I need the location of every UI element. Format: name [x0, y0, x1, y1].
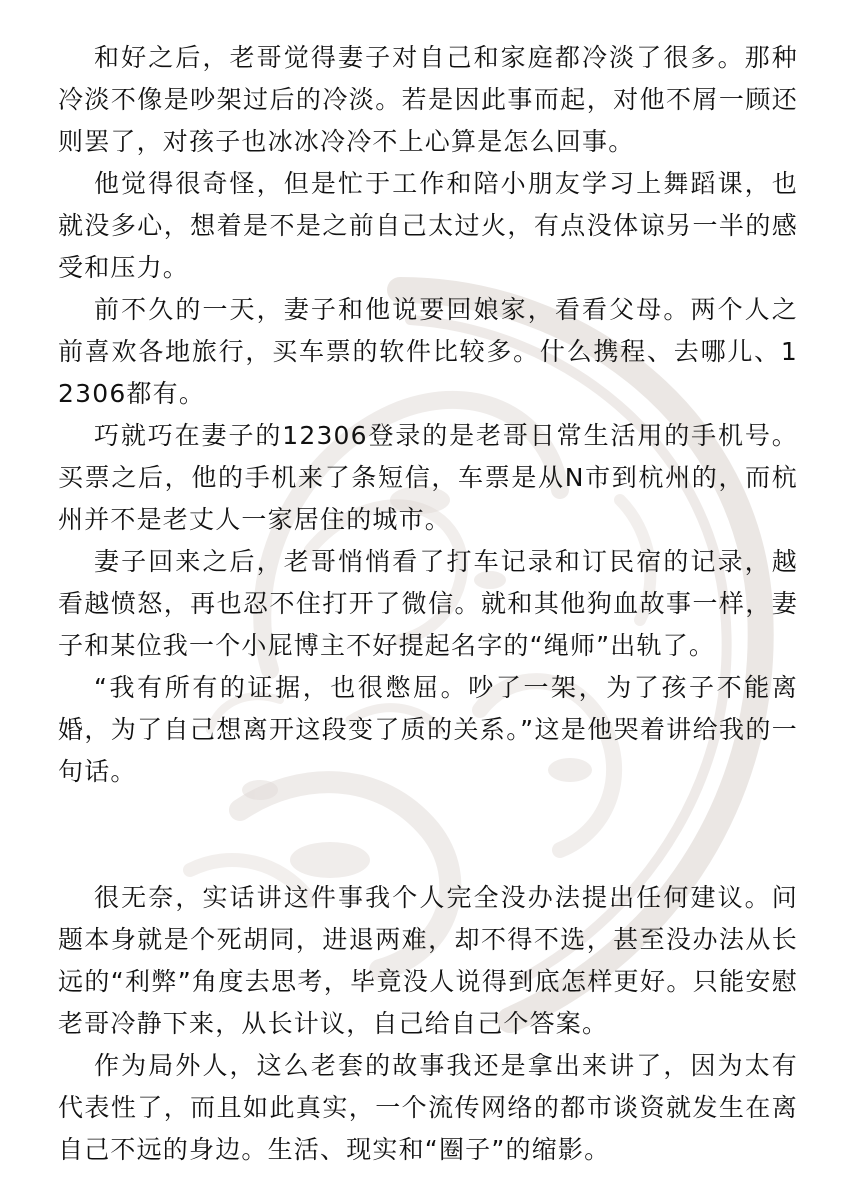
article-body [58, 37, 798, 1171]
paragraph: 作为局外人，这么老套的故事我还是拿出来讲了，因为太有代表性了，而且如此真实，一个流传网络的都市谈资就发生在离自己不远的身边。生活、现实和“圈子”的缩影。 [58, 1051, 798, 1164]
paragraph: 妻子回来之后，老哥悄悄看了打车记录和订民宿的记录，越看越愤怒，再也忍不住打开了微信。就和其他狗血故事一样，妻子和某位我一个小屁博主不好提起名字的“绳师”出轨了。 [58, 547, 798, 660]
paragraph: 很无奈，实话讲这件事我个人完全没办法提出任何建议。问题本身就是个死胡同，进退两难，却不得不选，甚至没办法从长远的“利弊”角度去思考，毕竟没人说得到底怎样更好。只能安慰老哥冷静下来，从长计议，自己给自己个答案。 [58, 883, 798, 1038]
paragraph: “我有所有的证据，也很憋屈。吵了一架，为了孩子不能离婚，为了自己想离开这段变了质的关系。”这是他哭着讲给我的一句话。 [58, 673, 798, 786]
paragraph: 他觉得很奇怪，但是忙于工作和陪小朋友学习上舞蹈课，也就没多心，想着是不是之前自己太过火，有点没体谅另一半的感受和压力。 [58, 169, 798, 282]
paragraph: 前不久的一天，妻子和他说要回娘家，看看父母。两个人之前喜欢各地旅行，买车票的软件比较多。什么携程、去哪儿、12306都有。 [58, 295, 798, 408]
paragraph: 和好之后，老哥觉得妻子对自己和家庭都冷淡了很多。那种冷淡不像是吵架过后的冷淡。若是因此事而起，对他不屑一顾还则罢了，对孩子也冰冰冷冷不上心算是怎么回事。 [58, 43, 798, 156]
paragraph: 巧就巧在妻子的12306登录的是老哥日常生活用的手机号。买票之后，他的手机来了条短信，车票是从N市到杭州的，而杭州并不是老丈人一家居住的城市。 [58, 421, 798, 534]
